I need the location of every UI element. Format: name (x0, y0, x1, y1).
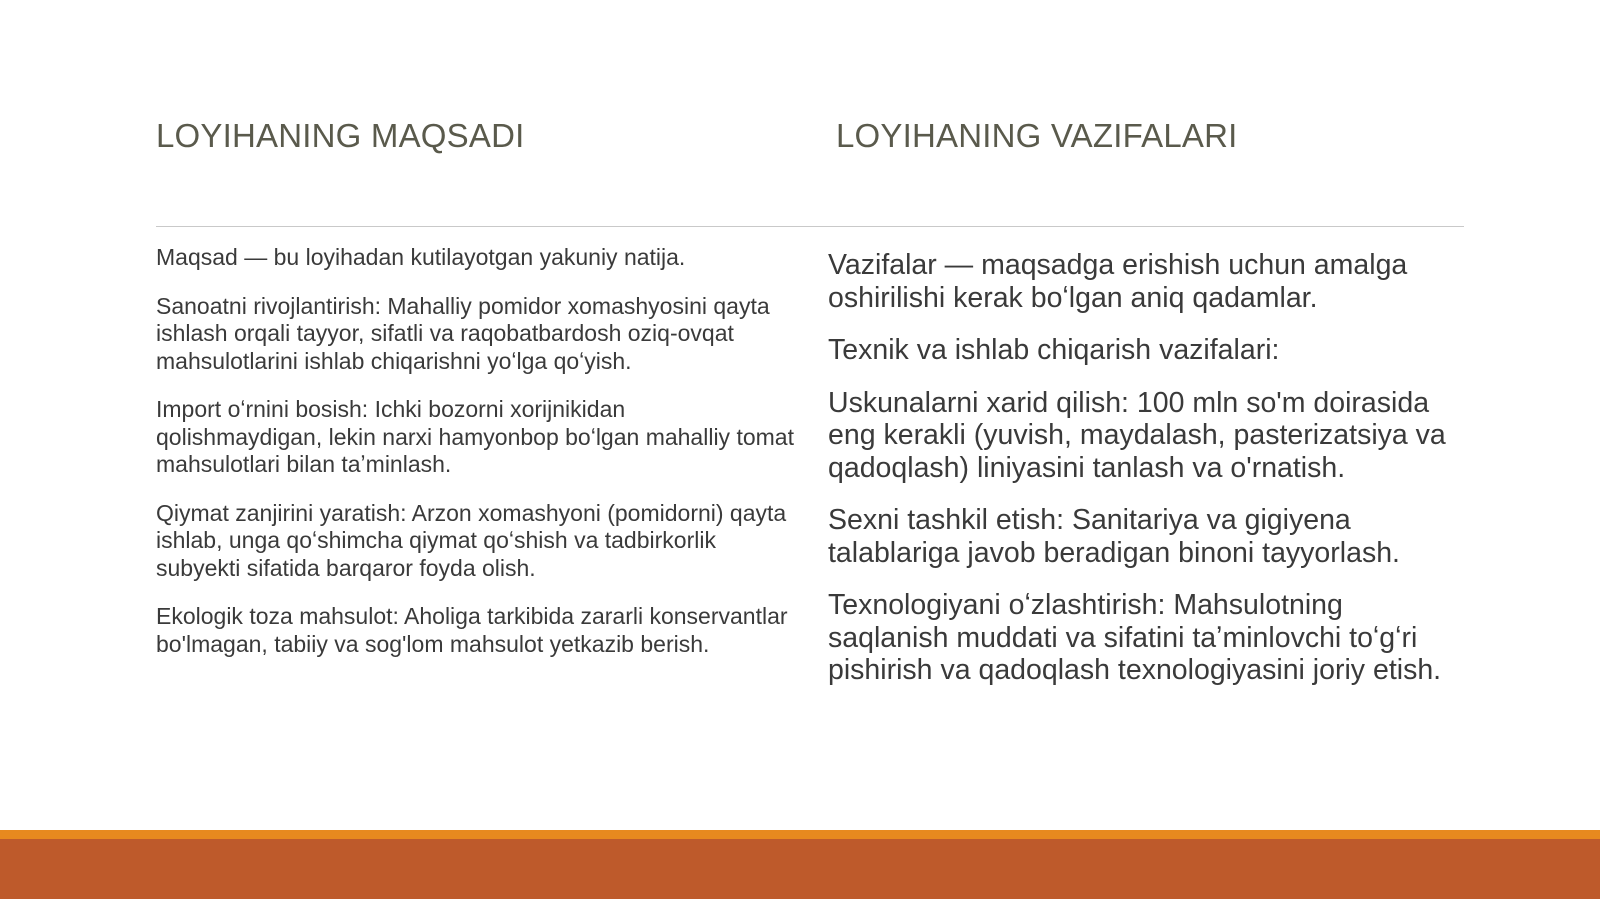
goal-paragraph: Sanoatni rivojlantirish: Mahalliy pomidor xomashyosini qayta ishlash orqali tayyor, sifatli va raqobatbardosh oziq-ovqat mahsulotlarini ishlab chiqarishni yoʻlga qoʻyish. (156, 292, 770, 374)
tasks-paragraph: Texnologiyani oʻzlashtirish: Mahsulotning saqlanish muddati va sifatini taʼminlovchi toʻgʻri pishirish va qadoqlash texnologiyasini joriy etish. (828, 589, 1442, 686)
tasks-paragraph: Vazifalar — maqsadga erishish uchun amalga oshirilishi kerak boʻlgan aniq qadamlar. (828, 249, 1408, 314)
goal-paragraph: Import oʻrnini bosish: Ichki bozorni xorijnikidan qolishmaydigan, lekin narxi hamyonbop boʻlgan mahalliy tomat mahsulotlari bilan taʼminlash. (156, 396, 794, 477)
goal-heading: LOYIHANING MAQSADI (156, 117, 525, 154)
tasks-paragraph: Sexni tashkil etish: Sanitariya va gigiyena talablariga javob beradigan binoni tayyorlash. (828, 504, 1400, 569)
tasks-paragraph: Texnik va ishlab chiqarish vazifalari: (828, 334, 1280, 366)
header-divider (156, 226, 1464, 227)
goal-content (156, 244, 796, 679)
goal-paragraph: Qiymat zanjirini yaratish: Arzon xomashyoni (pomidorni) qayta ishlab, unga qoʻshimcha qiymat qoʻshish va tadbirkorlik subyekti sifatida barqaror foyda olish. (156, 499, 787, 581)
tasks-heading: LOYIHANING VAZIFALARI (836, 117, 1238, 154)
tasks-content (828, 249, 1468, 707)
goal-paragraph: Ekologik toza mahsulot: Aholiga tarkibida zararli konservantlar bo'lmagan, tabiiy va sog'lom mahsulot yetkazib berish. (156, 603, 788, 657)
tasks-paragraph: Uskunalarni xarid qilish: 100 mln so'm doirasida eng kerakli (yuvish, maydalash, pasterizatsiya va qadoqlash) liniyasini tanlash va o'rnatish. (828, 386, 1446, 484)
footer-bar (0, 839, 1600, 899)
goal-paragraph: Maqsad — bu loyihadan kutilayotgan yakuniy natija. (156, 244, 686, 270)
footer-accent-line (0, 830, 1600, 839)
